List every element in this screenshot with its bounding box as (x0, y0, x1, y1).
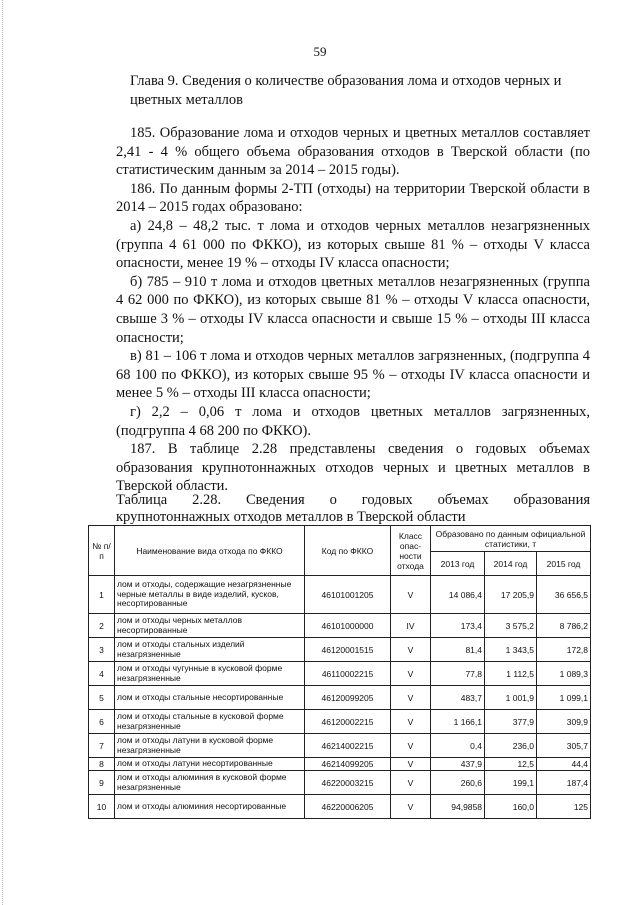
hazard-class: V (391, 734, 431, 758)
value-2015: 44,4 (537, 758, 591, 771)
list-item-v: в) 81 – 106 т лома и отходов черных металлов загрязненных, (подгруппа 4 68 100 по ФККО), из которых свыше 95 % – отходы IV класса опасности и менее 5 % – отходы III класса опасности; (116, 348, 590, 402)
table-row (89, 638, 591, 662)
value-2013: 173,4 (431, 614, 485, 638)
value-2015: 36 656,5 (537, 576, 591, 614)
waste-name: лом и отходы латуни в кусковой форме незагрязненные (115, 734, 305, 758)
list-item-a: а) 24,8 – 48,2 тыс. т лома и отходов черных металлов незагрязненных (группа 4 61 000 по ФККО), из которых свыше 81 % – отходы V класса опасности, менее 19 % – отходы IV класса опасности; (116, 217, 590, 272)
value-2013: 483,7 (431, 686, 485, 710)
waste-table (88, 525, 591, 819)
value-2014: 160,0 (485, 795, 537, 819)
hazard-class: V (391, 758, 431, 771)
table-row (89, 576, 591, 614)
waste-name: лом и отходы стальные несортированные (115, 686, 305, 710)
table-row (89, 771, 591, 795)
row-number: 7 (89, 734, 115, 758)
header-class: Класс опас-ности отхода (391, 526, 431, 576)
hazard-class: V (391, 686, 431, 710)
value-2014: 199,1 (485, 771, 537, 795)
hazard-class: V (391, 662, 431, 686)
waste-name: лом и отходы латуни несортированные (115, 758, 305, 771)
header-num: № п/п (89, 526, 115, 576)
body-text (116, 124, 590, 496)
value-2013: 94,9858 (431, 795, 485, 819)
value-2013: 14 086,4 (431, 576, 485, 614)
page-number: 59 (313, 44, 327, 59)
waste-name: лом и отходы, содержащие незагрязненные черные металлы в виде изделий, кусков, несортированные (115, 576, 305, 614)
waste-name: лом и отходы черных металлов несортированные (115, 614, 305, 638)
row-number: 8 (89, 758, 115, 771)
value-2014: 3 575,2 (485, 614, 537, 638)
value-2013: 77,8 (431, 662, 485, 686)
header-group: Образовано по данным официальной статистики, т (431, 526, 591, 552)
hazard-class: V (391, 710, 431, 734)
paragraph-187: 187. В таблице 2.28 представлены сведения о годовых объемах образования крупнотоннажных отходов черных и цветных металлов в Тверской области. (116, 441, 590, 495)
table-row (89, 662, 591, 686)
value-2015: 8 786,2 (537, 614, 591, 638)
value-2015: 1 099,1 (537, 686, 591, 710)
header-2015: 2015 год (537, 552, 591, 576)
row-number: 4 (89, 662, 115, 686)
row-number: 10 (89, 795, 115, 819)
value-2013: 260,6 (431, 771, 485, 795)
fkko-code: 46220006205 (305, 795, 391, 819)
fkko-code: 46214002215 (305, 734, 391, 758)
row-number: 6 (89, 710, 115, 734)
value-2014: 1 112,5 (485, 662, 537, 686)
table-caption-line-1: Таблица 2.28. Сведения о годовых объемах образования (116, 492, 590, 508)
hazard-class: V (391, 576, 431, 614)
value-2014: 17 205,9 (485, 576, 537, 614)
table-row (89, 795, 591, 819)
row-number: 1 (89, 576, 115, 614)
list-item-b: б) 785 – 910 т лома и отходов цветных металлов незагрязненных (группа 4 62 000 по ФККО), из которых свыше 81 % – отходы V класса опасности, свыше 3 % – отходы IV класса опасности и свыше 15 % – отходы III класса опасности; (116, 273, 590, 346)
fkko-code: 46120099205 (305, 686, 391, 710)
value-2013: 1 166,1 (431, 710, 485, 734)
value-2013: 0,4 (431, 734, 485, 758)
hazard-class: V (391, 771, 431, 795)
header-2014: 2014 год (485, 552, 537, 576)
header-name: Наименование вида отхода по ФККО (115, 526, 305, 576)
value-2015: 305,7 (537, 734, 591, 758)
waste-name: лом и отходы алюминия в кусковой форме незагрязненные (115, 771, 305, 795)
table-caption (116, 492, 590, 526)
value-2015: 125 (537, 795, 591, 819)
table-row (89, 710, 591, 734)
value-2013: 437,9 (431, 758, 485, 771)
list-item-g: г) 2,2 – 0,06 т лома и отходов цветных металлов загрязненных, (подгруппа 4 68 200 по ФККО). (116, 403, 590, 439)
fkko-code: 46120002215 (305, 710, 391, 734)
fkko-code: 46101001205 (305, 576, 391, 614)
table-row (89, 686, 591, 710)
value-2015: 187,4 (537, 771, 591, 795)
value-2015: 172,8 (537, 638, 591, 662)
row-number: 3 (89, 638, 115, 662)
value-2013: 81,4 (431, 638, 485, 662)
fkko-code: 46101000000 (305, 614, 391, 638)
hazard-class: V (391, 638, 431, 662)
hazard-class: V (391, 795, 431, 819)
value-2014: 236,0 (485, 734, 537, 758)
value-2014: 1 343,5 (485, 638, 537, 662)
row-number: 5 (89, 686, 115, 710)
header-2013: 2013 год (431, 552, 485, 576)
chapter-title: Глава 9. Сведения о количестве образования лома и отходов черных и цветных металлов (130, 73, 562, 108)
row-number: 9 (89, 771, 115, 795)
paragraph-186: 186. По данным формы 2-ТП (отходы) на территории Тверской области в 2014 – 2015 годах образовано: (116, 180, 590, 216)
table-row (89, 758, 591, 771)
fkko-code: 46214099205 (305, 758, 391, 771)
value-2014: 12,5 (485, 758, 537, 771)
waste-name: лом и отходы стальных изделий незагрязненные (115, 638, 305, 662)
value-2014: 377,9 (485, 710, 537, 734)
value-2014: 1 001,9 (485, 686, 537, 710)
table-caption-line-2: крупнотоннажных отходов металлов в Тверской области (116, 509, 466, 525)
hazard-class: IV (391, 614, 431, 638)
fkko-code: 46110002215 (305, 662, 391, 686)
value-2015: 309,9 (537, 710, 591, 734)
table-row (89, 734, 591, 758)
waste-name: лом и отходы чугунные в кусковой форме незагрязненные (115, 662, 305, 686)
scan-margin-mark (2, 0, 9, 905)
paragraph-185: 185. Образование лома и отходов черных и цветных металлов составляет 2,41 - 4 % общего объема образования отходов в Тверской области (по статистическим данным за 2014 – 2015 годы). (116, 125, 590, 179)
fkko-code: 46220003215 (305, 771, 391, 795)
waste-name: лом и отходы стальные в кусковой форме незагрязненные (115, 710, 305, 734)
header-code: Код по ФККО (305, 526, 391, 576)
row-number: 2 (89, 614, 115, 638)
waste-name: лом и отходы алюминия несортированные (115, 795, 305, 819)
table-row (89, 614, 591, 638)
fkko-code: 46120001515 (305, 638, 391, 662)
value-2015: 1 089,3 (537, 662, 591, 686)
